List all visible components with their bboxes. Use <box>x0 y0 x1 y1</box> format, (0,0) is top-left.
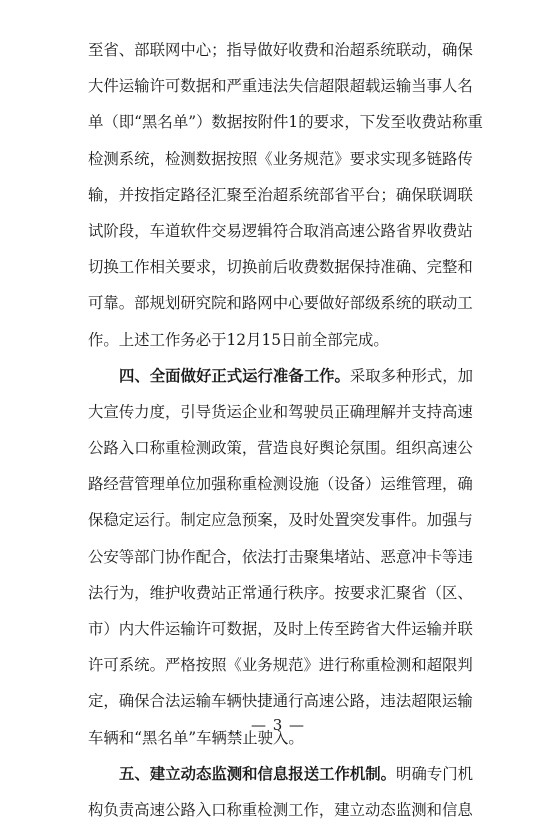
line-text: 公安等部门协作配合，依法打击聚集堵站、恶意冲卡等违 <box>88 547 473 566</box>
text-line <box>88 68 472 104</box>
line-text: 保稳定运行。制定应急预案，及时处置突发事件。加强与 <box>88 511 473 530</box>
text-line <box>88 792 472 828</box>
line-text: 定，确保合法运输车辆快捷通行高速公路，违法超限运输 <box>88 692 473 711</box>
line-text: 试阶段，车道软件交易逻辑符合取消高速公路省界收费站 <box>88 221 473 240</box>
section-heading: 五、建立动态监测和信息报送工作机制。 <box>119 764 397 783</box>
text-line <box>88 611 472 647</box>
line-text: 明确专门机 <box>396 764 474 783</box>
text-line <box>88 177 472 213</box>
text-line <box>88 249 472 285</box>
line-text: 构负责高速公路入口称重检测工作，建立动态监测和信息 <box>88 800 473 819</box>
line-text: 市）内大件运输许可数据，及时上传至跨省大件运输并联 <box>88 620 473 638</box>
line-text: 路经营管理单位加强称重检测设施（设备）运维管理，确 <box>88 475 473 494</box>
line-text: 车辆和“黑名单”车辆禁止驶入。 <box>88 728 304 747</box>
text-line <box>88 466 472 502</box>
line-text: 法行为，维护收费站正常通行秩序。按要求汇聚省（区、 <box>88 583 473 602</box>
line-text: 作。上述工作务必于12月15日前全部完成。 <box>88 330 389 349</box>
text-line <box>88 430 472 466</box>
line-text: 检测系统，检测数据按照《业务规范》要求实现多链路传 <box>88 149 473 168</box>
line-text: 至省、部联网中心；指导做好收费和治超系统联动，确保 <box>88 41 473 59</box>
text-line <box>88 322 472 358</box>
line-text: 可靠。部规划研究院和路网中心要做好部级系统的联动工 <box>88 294 473 313</box>
text-line <box>88 285 472 321</box>
line-text: 许可系统。严格按照《业务规范》进行称重检测和超限判 <box>88 656 473 675</box>
text-line <box>88 575 472 611</box>
document-body <box>88 32 483 828</box>
line-text: 大件运输许可数据和严重违法失信超限超载运输当事人名 <box>88 77 473 96</box>
section-heading-line <box>88 756 472 792</box>
text-line <box>88 104 483 140</box>
text-line <box>88 141 472 177</box>
section-heading-line <box>88 358 472 394</box>
line-text: 切换工作相关要求，切换前后收费数据保持准确、完整和 <box>88 258 473 277</box>
line-text: 单（即“黑名单”）数据按附件1的要求，下发至收费站称重 <box>88 113 483 132</box>
line-text: 输，并按指定路径汇聚至治超系统部省平台；确保联调联 <box>88 185 473 204</box>
line-text: 大宣传力度，引导货运企业和驾驶员正确理解并支持高速 <box>88 402 473 421</box>
line-text: 公路入口称重检测政策，营造良好舆论氛围。组织高速公 <box>88 439 473 458</box>
text-line <box>88 32 472 68</box>
text-line <box>88 394 472 430</box>
section-heading: 四、全面做好正式运行准备工作。 <box>119 366 350 385</box>
page-number: — 3 — <box>250 716 306 734</box>
text-line <box>88 213 472 249</box>
text-line <box>88 539 472 575</box>
line-text: 采取多种形式，加 <box>349 366 474 385</box>
text-line <box>88 502 472 538</box>
text-line <box>88 647 472 683</box>
text-line <box>88 683 472 719</box>
